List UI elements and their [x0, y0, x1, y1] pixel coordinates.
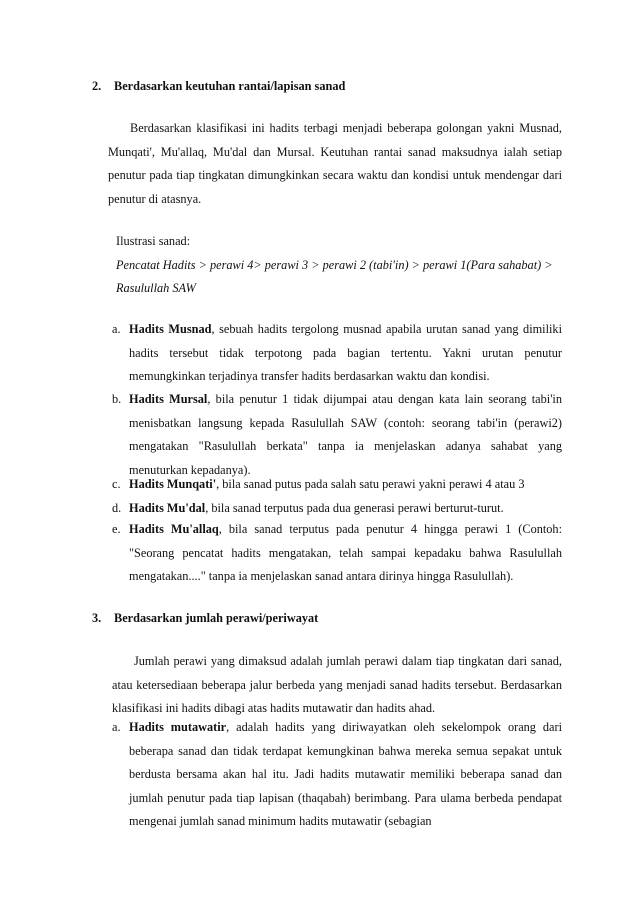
item-desc: , sebuah hadits tergolong musnad apabila urutan sanad yang dimiliki hadits tersebut tidak terpotong pada bagian tertentu. Yakni urutan penutur memungkinkan terjadinya transfer hadits berdasarkan waktu dan kondisi. — [129, 322, 562, 383]
illustration-label: Ilustrasi sanad: — [116, 234, 191, 248]
item-marker: a. — [112, 720, 121, 734]
item-marker: e. — [112, 522, 121, 536]
item-term: Hadits Mu'allaq — [129, 522, 219, 536]
section-3-intro: Jumlah perawi yang dimaksud adalah jumlah perawi dalam tiap tingkatan dari sanad, atau ketersediaan beberapa jalur berbeda yang menjadi sanad hadits tersebut. Berdasarkan klasifikasi ini hadits dibagi atas hadits mutawatir dan hadits ahad. — [112, 654, 562, 715]
item-desc: , bila sanad putus pada salah satu perawi yakni perawi 4 atau 3 — [216, 477, 525, 491]
section-3-number: 3. — [92, 611, 102, 625]
item-marker: c. — [112, 477, 121, 491]
list-item — [112, 473, 562, 497]
item-desc: , bila sanad terputus pada dua generasi perawi berturut-turut. — [205, 501, 504, 515]
illustration-text: Pencatat Hadits > perawi 4> perawi 3 > perawi 2 (tabi'in) > perawi 1(Para sahabat) > Rasulullah SAW — [116, 257, 553, 295]
list-item — [112, 497, 562, 521]
item-term: Hadits Musnad — [129, 322, 212, 336]
list-item — [112, 388, 562, 482]
section-2-title: Berdasarkan keutuhan rantai/lapisan sanad — [114, 79, 346, 93]
section-3-title: Berdasarkan jumlah perawi/periwayat — [114, 611, 319, 625]
list-item — [112, 518, 562, 589]
section-3-heading — [92, 607, 572, 631]
item-marker: a. — [112, 322, 121, 336]
item-marker: b. — [112, 392, 122, 406]
item-term: Hadits Mu'dal — [129, 501, 206, 515]
list-item — [112, 716, 562, 834]
item-desc: , bila sanad terputus pada penutur 4 hingga perawi 1 (Contoh: "Seorang pencatat hadits mengatakan, telah sampai kepadaku bahwa Rasulullah mengatakan...." tanpa ia menjelaskan sanad antara dirinya hingga Rasulullah). — [129, 522, 562, 583]
item-term: Hadits Munqati' — [129, 477, 217, 491]
item-term: Hadits mutawatir — [129, 720, 227, 734]
item-term: Hadits Mursal — [129, 392, 208, 406]
item-desc: , bila penutur 1 tidak dijumpai atau dengan kata lain seorang tabi'in menisbatkan langsung kepada Rasulullah SAW (contoh: seorang tabi'in (perawi2) mengatakan "Rasulullah berkata" tanpa ia menjelaskan adanya sahabat yang menuturkan kepadanya). — [129, 392, 562, 477]
list-item — [112, 318, 562, 389]
item-marker: d. — [112, 501, 122, 515]
section-2-intro: Berdasarkan klasifikasi ini hadits terbagi menjadi beberapa golongan yakni Musnad, Munqati', Mu'allaq, Mu'dal dan Mursal. Keutuhan rantai sanad maksudnya ialah setiap penutur pada tiap tingkatan dimungkinkan secara waktu dan kondisi untuk mendengar dari penutur di atasnya. — [108, 121, 562, 206]
section-2-heading — [92, 75, 572, 99]
section-2-number: 2. — [92, 79, 102, 93]
item-desc: , adalah hadits yang diriwayatkan oleh sekelompok orang dari beberapa sanad dan tidak terdapat kemungkinan bahwa mereka semua sepakat untuk berdusta bersama akan hal itu. Jadi hadits mutawatir memiliki beberapa sanad dan jumlah penutur pada tiap lapisan (thaqabah) berimbang. Para ulama berbeda pendapat mengenai jumlah sanad minimum hadits mutawatir (sebagian — [129, 720, 563, 828]
illustration-block — [116, 230, 562, 301]
